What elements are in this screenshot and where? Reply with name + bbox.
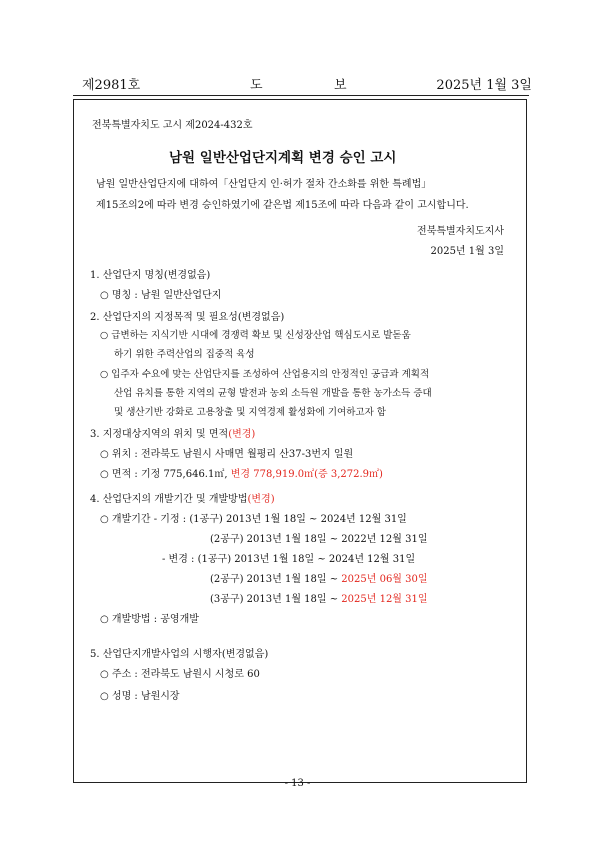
signed-date: 2025년 1월 3일 xyxy=(430,246,504,257)
period-changed-3-end: 2025년 12월 31일 xyxy=(341,594,428,605)
section-1-heading: 1. 산업단지 명칭(변경없음) xyxy=(90,270,211,281)
period-changed-2-end: 2025년 06월 30일 xyxy=(341,574,428,585)
section-2-bullet-1-line-2: 하기 위한 주력산업의 집중적 육성 xyxy=(114,349,255,360)
notice-number: 전북특별자치도 고시 제2024-432호 xyxy=(92,120,253,131)
issue-date: 2025년 1월 3일 xyxy=(436,78,532,93)
period-changed-2 xyxy=(210,570,428,585)
section-3-area xyxy=(100,465,383,480)
section-3-location: ○ 위치 : 전라북도 남원시 사매면 월평리 산37-3번지 일원 xyxy=(100,449,354,460)
section-2-bullet-2-line-1: ○ 입주자 수요에 맞는 산업단지를 조성하여 산업용지의 안정적인 공급과 계획적 xyxy=(100,369,430,380)
period-changed-1: - 변경 : (1공구) 2013년 1월 18일 ~ 2024년 12월 31일 xyxy=(162,554,416,565)
section-2-bullet-1-line-1: ○ 급변하는 지식기반 시대에 경쟁력 확보 및 신성장산업 핵심도시로 발돋움 xyxy=(100,330,411,341)
section-3-heading-text: 3. 지정대상지역의 위치 및 면적 xyxy=(90,429,229,440)
operator-address: ○ 주소 : 전라북도 남원시 시청로 60 xyxy=(100,669,260,680)
section-3-area-existing: ○ 면적 : 기정 775,646.1㎡, xyxy=(100,469,228,480)
section-2-bullet-2-line-2: 산업 유치를 통한 지역의 균형 발전과 농외 소득원 개발을 통한 농가소득 증대 xyxy=(114,388,432,399)
section-4-change-mark: (변경) xyxy=(247,494,275,505)
section-5-heading: 5. 산업단지개발사업의 시행자(변경없음) xyxy=(90,649,269,660)
notice-title: 남원 일반산업단지계획 변경 승인 고시 xyxy=(169,150,397,166)
period-changed-2-start: (2공구) 2013년 1월 18일 ~ xyxy=(210,574,339,585)
header-rule xyxy=(73,95,529,96)
intro-line-1: 남원 일반산업단지에 대하여「산업단지 인·허가 절차 간소화를 위한 특례법」 xyxy=(96,179,432,190)
notice-frame xyxy=(73,99,527,783)
bulletin-header xyxy=(82,74,532,92)
page-number: - 13 - xyxy=(284,778,311,789)
development-method: ○ 개발방법 : 공영개발 xyxy=(100,614,199,625)
period-changed-3 xyxy=(210,590,428,605)
bulletin-title-char-2: 보 xyxy=(334,78,347,93)
section-3-area-changed: 변경 778,919.0㎡(증 3,272.9㎡) xyxy=(230,469,383,480)
period-existing-2: (2공구) 2013년 1월 18일 ~ 2022년 12월 31일 xyxy=(210,534,428,545)
signer: 전북특별자치도지사 xyxy=(417,226,504,237)
section-4-heading xyxy=(90,490,275,505)
period-existing-1: ○ 개발기간 - 기정 : (1공구) 2013년 1월 18일 ~ 2024년 12월 31일 xyxy=(100,514,407,525)
intro-line-2: 제15조의2에 따라 변경 승인하였기에 같은법 제15조에 따라 다음과 같이 고시합니다. xyxy=(96,200,469,211)
period-changed-3-start: (3공구) 2013년 1월 18일 ~ xyxy=(210,594,339,605)
bulletin-title-char-1: 도 xyxy=(250,78,263,93)
operator-name: ○ 성명 : 남원시장 xyxy=(100,691,180,702)
section-2-bullet-2-line-3: 및 생산기반 강화로 고용창출 및 지역경제 활성화에 기여하고자 함 xyxy=(114,407,386,418)
section-4-heading-text: 4. 산업단지의 개발기간 및 개발방법 xyxy=(90,494,248,505)
section-1-name: ○ 명칭 : 남원 일반산업단지 xyxy=(100,290,222,301)
section-3-heading xyxy=(90,425,255,440)
section-3-change-mark: (변경) xyxy=(228,429,256,440)
issue-number: 제2981호 xyxy=(82,78,141,93)
section-2-heading: 2. 산업단지의 지정목적 및 필요성(변경없음) xyxy=(90,312,285,323)
